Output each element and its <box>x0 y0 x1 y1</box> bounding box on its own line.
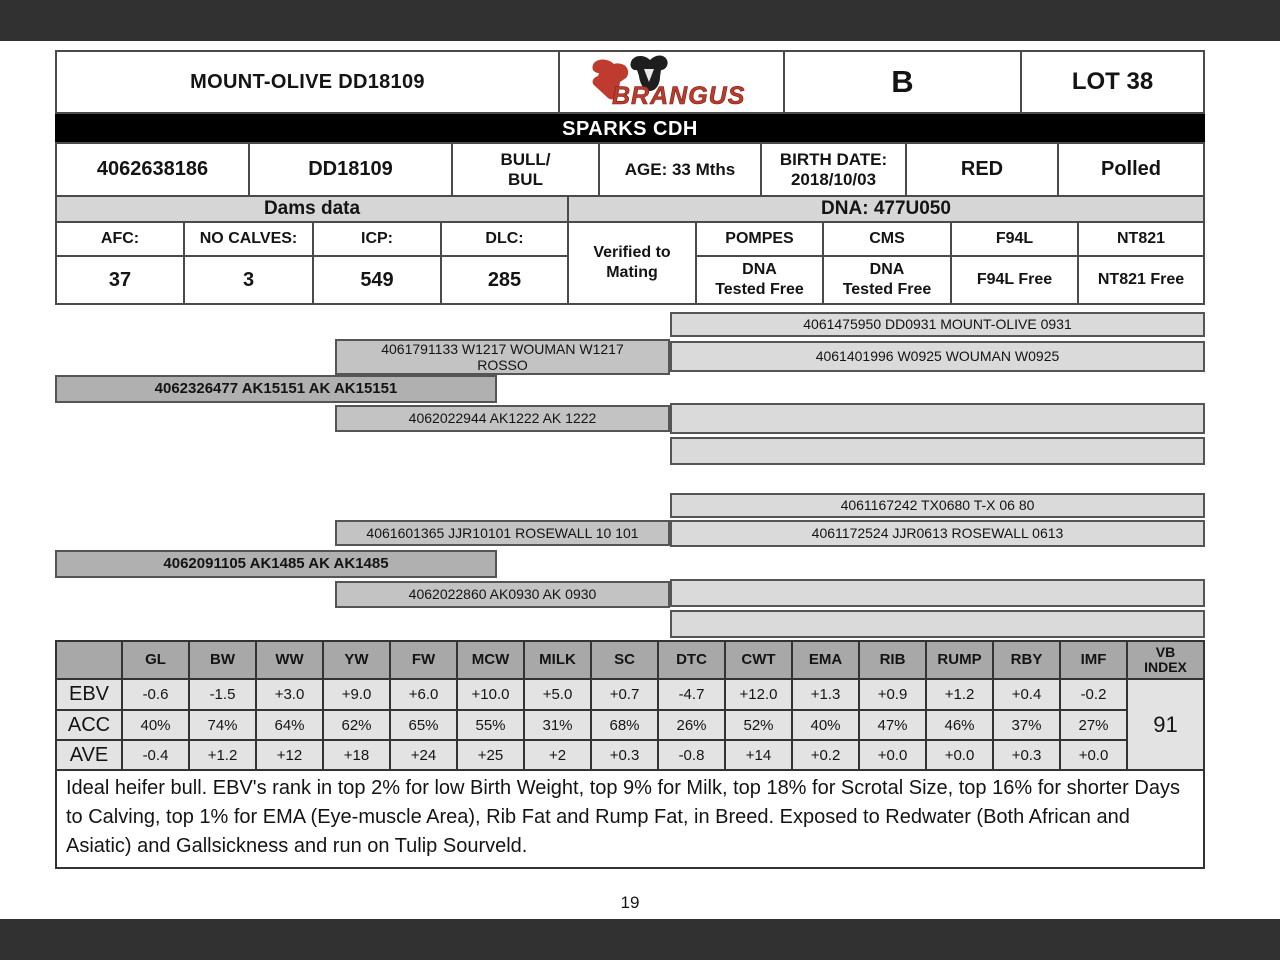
ebv-value-ebv-rby: +0.4 <box>994 680 1059 709</box>
ebv-column-header-yw: YW <box>324 642 389 678</box>
ebv-value-acc-mcw: 55% <box>458 711 523 739</box>
verified-to-mating-cell: Verified to Mating <box>569 223 695 303</box>
ebv-value-ave-rump: +0.0 <box>927 741 992 769</box>
ebv-column-header-fw: FW <box>391 642 456 678</box>
icp-header: ICP: <box>314 223 440 255</box>
ebv-table <box>55 640 1205 771</box>
ebv-value-ebv-mcw: +10.0 <box>458 680 523 709</box>
ebv-value-ave-cwt: +14 <box>726 741 791 769</box>
ebv-value-ebv-cwt: +12.0 <box>726 680 791 709</box>
colour-cell: RED <box>907 144 1057 195</box>
ebv-value-ave-milk: +2 <box>525 741 590 769</box>
cms-result: DNA Tested Free <box>824 257 950 303</box>
ebv-value-acc-bw: 74% <box>190 711 255 739</box>
pedigree-sire-sire-dam: 4061401996 W0925 WOUMAN W0925 <box>670 341 1205 372</box>
description-text: Ideal heifer bull. EBV's rank in top 2% for low Birth Weight, top 9% for Milk, top 18% for Scrotal Size, top 16% for shorter Days to Calving, top 1% for EMA (Eye-muscle Area), Rib Fat and Rump Fat, in Breed. Exposed to Redwater (Both African and Asiatic) and Gallsickness and run on Tulip Sourveld. <box>55 769 1205 869</box>
pedigree-sire-dam: 4062022944 AK1222 AK 1222 <box>335 405 670 432</box>
horn-status-cell: Polled <box>1059 144 1203 195</box>
ebv-value-acc-fw: 65% <box>391 711 456 739</box>
dna-header: DNA: 477U050 <box>569 197 1203 221</box>
ebv-value-ave-yw: +18 <box>324 741 389 769</box>
ebv-value-ebv-milk: +5.0 <box>525 680 590 709</box>
ebv-column-header-rump: RUMP <box>927 642 992 678</box>
f94l-result: F94L Free <box>952 257 1077 303</box>
vb-index-value: 91 <box>1128 680 1203 769</box>
ebv-value-ebv-ema: +1.3 <box>793 680 858 709</box>
ebv-column-header-rib: RIB <box>860 642 925 678</box>
icp-value: 549 <box>314 257 440 303</box>
identity-row <box>55 142 1205 197</box>
brangus-logo-icon <box>584 54 760 110</box>
section-header-row <box>55 195 1205 223</box>
ebv-column-header-dtc: DTC <box>659 642 724 678</box>
ebv-row-label-ave: AVE <box>57 741 121 769</box>
ebv-value-ebv-bw: -1.5 <box>190 680 255 709</box>
ebv-row-label-ebv: EBV <box>57 680 121 709</box>
ebv-value-ebv-gl: -0.6 <box>123 680 188 709</box>
ebv-column-header-cwt: CWT <box>726 642 791 678</box>
ebv-column-header-ww: WW <box>257 642 322 678</box>
ebv-value-ave-fw: +24 <box>391 741 456 769</box>
pedigree-dam-dam-dam <box>670 610 1205 638</box>
ebv-value-acc-rump: 46% <box>927 711 992 739</box>
ebv-column-header-rby: RBY <box>994 642 1059 678</box>
pompes-result: DNA Tested Free <box>697 257 822 303</box>
pedigree-sire-dam-sire <box>670 403 1205 434</box>
pompes-header: POMPES <box>697 223 822 255</box>
ebv-column-header-ema: EMA <box>793 642 858 678</box>
pedigree-tree <box>55 307 1205 640</box>
dlc-header: DLC: <box>442 223 567 255</box>
ebv-value-acc-gl: 40% <box>123 711 188 739</box>
ebv-value-ave-rib: +0.0 <box>860 741 925 769</box>
pedigree-dam-sire-sire: 4061167242 TX0680 T-X 06 80 <box>670 493 1205 518</box>
ebv-column-header-mcw: MCW <box>458 642 523 678</box>
ebv-value-ave-bw: +1.2 <box>190 741 255 769</box>
ebv-value-ave-rby: +0.3 <box>994 741 1059 769</box>
ebv-value-acc-yw: 62% <box>324 711 389 739</box>
ebv-value-ebv-rump: +1.2 <box>927 680 992 709</box>
stats-table <box>55 221 1205 305</box>
no-calves-header: NO CALVES: <box>185 223 312 255</box>
ebv-corner-cell <box>57 642 121 678</box>
ebv-row-label-acc: ACC <box>57 711 121 739</box>
ebv-value-acc-imf: 27% <box>1061 711 1126 739</box>
ebv-value-ave-gl: -0.4 <box>123 741 188 769</box>
ebv-value-acc-milk: 31% <box>525 711 590 739</box>
ebv-column-header-gl: GL <box>123 642 188 678</box>
animal-name: MOUNT-OLIVE DD18109 <box>57 52 558 112</box>
ebv-value-ave-ema: +0.2 <box>793 741 858 769</box>
registration-number: 4062638186 <box>57 144 248 195</box>
dams-data-header: Dams data <box>57 197 567 221</box>
ebv-column-header-vb-index: VB INDEX <box>1128 642 1203 678</box>
no-calves-value: 3 <box>185 257 312 303</box>
ebv-value-ave-imf: +0.0 <box>1061 741 1126 769</box>
viewer-top-bar <box>0 0 1280 41</box>
pedigree-sire-sire: 4061791133 W1217 WOUMAN W1217 ROSSO <box>335 339 670 375</box>
pedigree-sire: 4062326477 AK15151 AK AK15151 <box>55 375 497 403</box>
ebv-value-ebv-ww: +3.0 <box>257 680 322 709</box>
ebv-column-header-bw: BW <box>190 642 255 678</box>
header-row <box>55 50 1205 114</box>
pedigree-dam-dam: 4062022860 AK0930 AK 0930 <box>335 581 670 608</box>
ebv-value-acc-rib: 47% <box>860 711 925 739</box>
breeder-band: SPARKS CDH <box>55 114 1205 144</box>
page-number: 19 <box>620 893 640 912</box>
ebv-value-ebv-rib: +0.9 <box>860 680 925 709</box>
pedigree-dam-sire-dam: 4061172524 JJR0613 ROSEWALL 0613 <box>670 520 1205 547</box>
pedigree-sire-dam-dam <box>670 437 1205 465</box>
ebv-value-ebv-imf: -0.2 <box>1061 680 1126 709</box>
ebv-value-acc-ema: 40% <box>793 711 858 739</box>
pedigree-sire-sire-sire: 4061475950 DD0931 MOUNT-OLIVE 0931 <box>670 312 1205 337</box>
ebv-value-acc-cwt: 52% <box>726 711 791 739</box>
afc-value: 37 <box>57 257 183 303</box>
nt821-header: NT821 <box>1079 223 1203 255</box>
logo-wordmark: BRANGUS <box>611 82 745 110</box>
ebv-value-ave-ww: +12 <box>257 741 322 769</box>
sex-cell: BULL/ BUL <box>453 144 598 195</box>
brangus-logo <box>560 52 783 112</box>
ebv-value-ave-mcw: +25 <box>458 741 523 769</box>
ebv-value-ebv-fw: +6.0 <box>391 680 456 709</box>
ebv-value-ebv-yw: +9.0 <box>324 680 389 709</box>
society-code: B <box>785 52 1020 112</box>
ebv-value-ave-dtc: -0.8 <box>659 741 724 769</box>
ebv-column-header-milk: MILK <box>525 642 590 678</box>
f94l-header: F94L <box>952 223 1077 255</box>
lot-number: LOT 38 <box>1022 52 1203 112</box>
animal-id: DD18109 <box>250 144 451 195</box>
afc-header: AFC: <box>57 223 183 255</box>
ebv-value-ebv-sc: +0.7 <box>592 680 657 709</box>
dlc-value: 285 <box>442 257 567 303</box>
ebv-value-acc-sc: 68% <box>592 711 657 739</box>
age-cell: AGE: 33 Mths <box>600 144 760 195</box>
nt821-result: NT821 Free <box>1079 257 1203 303</box>
ebv-value-acc-dtc: 26% <box>659 711 724 739</box>
pedigree-dam: 4062091105 AK1485 AK AK1485 <box>55 550 497 578</box>
ebv-value-ave-sc: +0.3 <box>592 741 657 769</box>
ebv-value-ebv-dtc: -4.7 <box>659 680 724 709</box>
ebv-value-acc-ww: 64% <box>257 711 322 739</box>
viewer-bottom-bar <box>0 919 1280 960</box>
catalog-page <box>55 50 1205 913</box>
ebv-value-acc-rby: 37% <box>994 711 1059 739</box>
cms-header: CMS <box>824 223 950 255</box>
ebv-column-header-imf: IMF <box>1061 642 1126 678</box>
pedigree-dam-dam-sire <box>670 579 1205 607</box>
birth-date-cell: BIRTH DATE: 2018/10/03 <box>762 144 905 195</box>
ebv-column-header-sc: SC <box>592 642 657 678</box>
pedigree-dam-sire: 4061601365 JJR10101 ROSEWALL 10 101 <box>335 520 670 546</box>
